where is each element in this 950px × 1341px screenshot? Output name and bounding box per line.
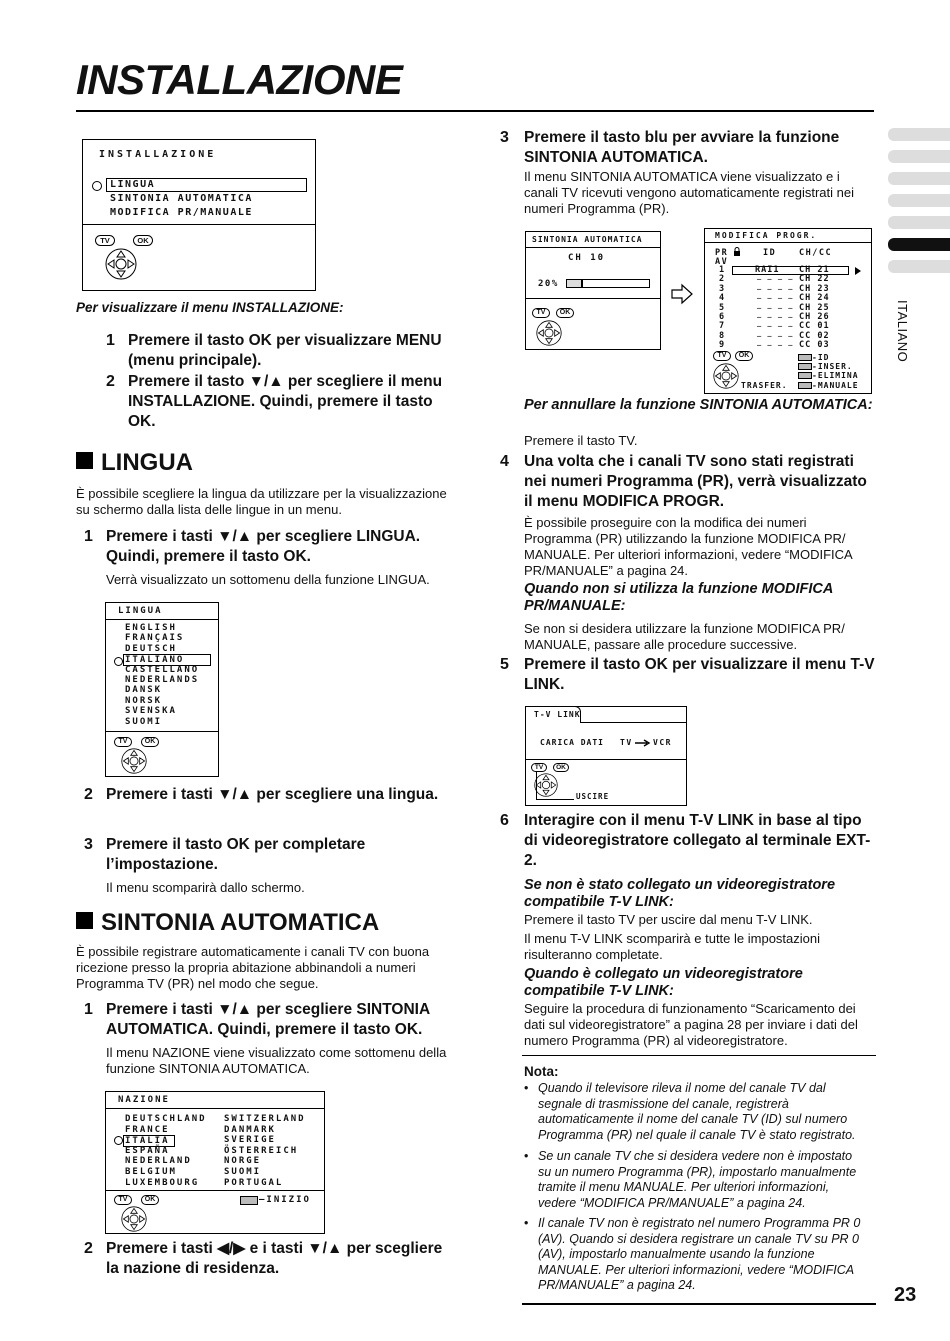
osd-item-lingua: LINGUA [106,178,307,192]
channel-readout: CH 10 [568,253,606,263]
program-channel: CH 25 [799,302,830,313]
program-number: 1 [719,265,725,275]
side-tab [888,216,950,229]
language-item: DANSK [125,685,163,696]
language-item: CASTELLANO [125,664,200,675]
tv-button-icon: TV [531,763,547,772]
country-item: NEDERLAND [125,1156,192,1167]
osd-item-modifica: MODIFICA PR/MANUALE [110,207,253,218]
arrow-right-icon [635,739,651,747]
ok-button-icon: OK [553,763,569,772]
lingua-step-1-note: Verrà visualizzato un sottomenu della funzione LINGUA. [106,572,430,587]
ok-button-icon: OK [141,737,159,747]
play-arrow-icon [855,267,861,275]
no-edit-title: Quando non si utilizza la funzione MODIFICA PR/MANUALE: [524,581,833,614]
ok-button-icon: OK [133,235,153,246]
program-channel: CH 24 [799,293,830,304]
country-item: PORTUGAL [224,1177,284,1188]
legend-label: -INSER. [812,362,853,372]
empty-id: _ _ _ _ [757,300,794,309]
exit-label: USCIRE [576,792,610,801]
no-edit-text: Se non si desidera utilizzare la funzione MODIFICA PR/ MANUALE, passare alle procedure successive. [524,621,845,652]
cancel-title: Per annullare la funzione SINTONIA AUTOMATICA: [524,397,873,413]
start-label: –INIZIO [259,1195,311,1205]
program-number: 5 [719,302,725,313]
osd-header: MODIFICA PROGR. [715,231,818,240]
program-channel: CH 22 [799,274,830,285]
dpad-icon [536,320,562,346]
country-item: LUXEMBOURG [125,1177,200,1188]
step-4-note: È possibile proseguire con la modifica dei numeri Programma (PR) utilizzando la funzione MODIFICA PR/ MANUALE. Per ulteriori informazioni, vedere “MODIFICA PR/MANUALE” a pagina 24. [524,515,852,578]
side-tab [888,260,950,273]
osd-sintonia-automatica [525,231,661,350]
connected-text: Seguire la procedura di funzionamento “Scaricamento dei dati sul videoregistratore” a pagina 28 per inviare i dati del numero Programma (PR) al videoregistratore. [524,1001,858,1048]
country-item: ITALIA [123,1135,175,1147]
title-rule [76,110,874,112]
side-tab-active [888,238,950,251]
osd-lingua-menu [105,602,219,777]
language-item: ENGLISH [125,623,177,633]
target-label: VCR [653,738,672,747]
legend-label: -MANUALE [812,380,859,390]
color-key-icon [798,363,812,370]
tv-button-icon: TV [532,308,550,318]
country-item: SWITZERLAND [224,1114,306,1124]
percent-readout: 20% [538,279,559,289]
language-item: FRANÇAIS [125,633,185,644]
country-item: SVERIGE [224,1135,276,1146]
osd-modifica-progr [704,228,872,394]
language-item: NORSK [125,695,163,706]
program-channel: CH 26 [799,312,830,322]
legend-label: -ID [812,353,830,362]
right-arrow-icon [670,283,694,305]
legend-item [798,371,859,380]
empty-id: _ _ _ _ [757,338,794,347]
source-label: TV [620,738,633,747]
dpad-icon [121,1206,147,1232]
osd-item-sintonia: SINTONIA AUTOMATICA [110,193,253,204]
color-key-icon [798,354,812,361]
cancel-text: Premere il tasto TV. [524,433,638,448]
program-channel: CH 23 [799,283,830,294]
empty-id: _ _ _ _ [757,272,794,281]
tv-button-icon: TV [95,235,115,246]
not-connected-text-2: Il menu T-V LINK scomparirà e tutte le impostazioni risulteranno completate. [524,931,820,962]
program-channel: CH 21 [799,265,830,275]
dpad-icon [105,248,137,280]
osd-tv-link [525,706,687,806]
side-tab [888,172,950,185]
selector-icon [114,657,123,666]
program-id: RAI1 [755,265,780,275]
side-tab [888,150,950,163]
col-id: ID [763,248,777,258]
sintonia-intro: È possibile registrare automaticamente i canali TV con buona ricezione presso la propria abitazione abbinandoli a numeri Programma TV (PR) nel modo che segue. [76,944,430,991]
empty-id: _ _ _ _ [757,319,794,328]
program-row [705,338,873,351]
country-item: DANMARK [224,1124,276,1135]
empty-id: _ _ _ _ [757,291,794,300]
col-ch: CH/CC [799,248,833,258]
blue-key-icon [240,1196,258,1205]
program-number: 9 [719,340,725,351]
not-connected-text-1: Premere il tasto TV per uscire dal menu T-V LINK. [524,912,813,927]
dpad-icon [121,748,147,774]
program-number: 4 [719,293,725,304]
country-item: NORGE [224,1156,262,1167]
tv-button-icon: TV [713,351,731,361]
selector-icon [92,181,102,191]
color-key-icon [798,382,812,389]
empty-id: _ _ _ _ [757,310,794,318]
language-item: ITALIANO [123,654,211,666]
note-title: Nota: [524,1064,559,1079]
country-item: SUOMI [224,1167,262,1177]
language-item: NEDERLANDS [125,675,200,685]
legend-item [798,362,853,371]
page-number: 23 [894,1284,917,1306]
progress-bar [566,279,650,288]
dpad-icon [713,363,739,389]
not-connected-title: Se non è stato collegato un videoregistratore compatibile T-V LINK: [524,877,836,910]
language-item: SUOMI [125,716,163,727]
program-channel: CC 01 [799,321,830,332]
sintonia-step-1-note: Il menu NAZIONE viene visualizzato come sottomenu della funzione SINTONIA AUTOMATICA. [106,1045,447,1076]
program-number: 8 [719,330,725,341]
osd-header: T-V LINK [534,710,581,719]
step-3-note: Il menu SINTONIA AUTOMATICA viene visualizzato e i canali TV ricevuti vengono automaticamente registrati nei numeri Programma (PR). [524,169,854,216]
country-item: FRANCE [125,1124,170,1135]
program-number: 7 [719,321,725,332]
load-data-label: CARICA DATI [540,738,604,747]
country-item: ÖSTERREICH [224,1145,299,1156]
osd-installazione-menu [82,139,316,291]
program-number: 6 [719,312,725,322]
caption-installazione: Per visualizzare il menu INSTALLAZIONE: [76,300,344,315]
empty-id: _ _ _ _ [757,328,794,337]
empty-id: _ _ _ _ [757,281,794,290]
program-channel: CC 02 [799,330,830,341]
legend-label: -ELIMINA [812,371,859,381]
side-tab [888,128,950,141]
osd-header: SINTONIA AUTOMATICA [532,235,643,244]
country-item: DEUTSCHLAND [125,1114,207,1124]
side-language-label: ITALIANO [895,300,910,363]
lock-icon [733,247,741,257]
color-key-icon [798,372,812,379]
page-title: INSTALLAZIONE [76,56,403,103]
ok-button-icon: OK [141,1195,159,1205]
country-item: ESPAÑA [125,1145,170,1156]
program-number: 2 [719,274,725,285]
osd-header: INSTALLAZIONE [99,149,217,160]
tv-button-icon: TV [114,737,132,747]
side-tab [888,194,950,207]
osd-nazione-menu [105,1091,325,1234]
legend-item [798,353,829,362]
row-av: AV [715,257,729,267]
osd-header: LINGUA [118,606,163,616]
tv-button-icon: TV [114,1195,132,1205]
selector-icon [114,1136,123,1145]
language-item: SVENSKA [125,706,177,717]
connected-title: Quando è collegato un videoregistratore compatibile T-V LINK: [524,966,803,999]
lingua-intro: È possibile scegliere la lingua da utilizzare per la visualizzazione su schermo dalla lista delle lingue in un menu. [76,486,447,517]
osd-header: NAZIONE [118,1095,170,1105]
section-heading-lingua: LINGUA [76,449,193,477]
col-pr: PR [715,248,729,258]
ok-button-icon: OK [735,351,753,361]
program-number: 3 [719,283,725,294]
country-item: BELGIUM [125,1167,177,1177]
legend-item [798,381,859,390]
section-heading-sintonia: SINTONIA AUTOMATICA [76,909,379,937]
transfer-label: TRASFER. [741,381,788,390]
ok-button-icon: OK [556,308,574,318]
lingua-step-3-note: Il menu scomparirà dallo schermo. [106,880,305,895]
program-channel: CC 03 [799,340,830,351]
language-item: DEUTSCH [125,643,177,654]
